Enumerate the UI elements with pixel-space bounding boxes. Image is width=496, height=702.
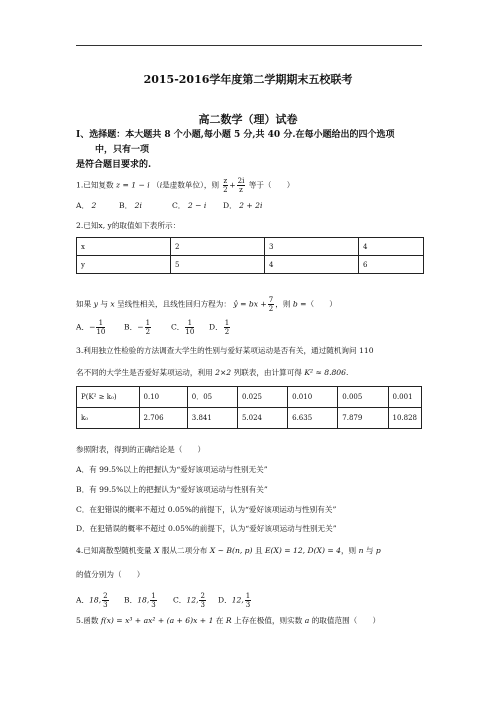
q3-option-c: C．在犯错误的概率不超过 0.05%的前提下，认为“爱好该项运动与性别有关” xyxy=(76,505,337,514)
table-cell: k₀ xyxy=(77,408,140,429)
q2-xy-table xyxy=(76,237,424,274)
table-cell: 3 xyxy=(265,238,359,256)
question-4-line1: 4.已知离散型随机变量 X 服从二项分布 X ~ B(n, p) 且 E(X) = 12, D(X) = 4，则 n 与 p xyxy=(76,546,381,555)
q1-option-c: C． 2 − i xyxy=(172,201,207,210)
q3-after-table: 参照附表，得到的正确结论是（ ） xyxy=(76,445,206,454)
table-cell: 5.024 xyxy=(237,408,287,429)
table-row xyxy=(77,408,422,429)
q1-text-b: （ xyxy=(152,180,160,190)
question-3-line1: 3.利用独立性检验的方法调查大学生的性别与爱好某项运动是否有关，通过随机询问 110 xyxy=(76,346,374,355)
table-cell: 0.10 xyxy=(139,387,187,408)
table-cell: 10.828 xyxy=(388,408,422,429)
section-heading-line2: 中，只有一项 xyxy=(95,145,150,155)
q2-option-d: D． $\frac{1}{2}$ xyxy=(209,319,230,336)
table-cell: 4 xyxy=(265,256,359,274)
q1-option-a: A． 2 xyxy=(76,201,97,210)
q4-option-c: C．12, $\frac{2}{3}$ xyxy=(173,592,205,609)
q1-z-half: $\frac{z}{2}$ xyxy=(223,177,228,194)
table-cell: 0.025 xyxy=(237,387,287,408)
table-cell: 0．05 xyxy=(187,387,237,408)
table-cell: 3.841 xyxy=(187,408,237,429)
q2-eq-fraction: $\frac{7}{2}$ xyxy=(268,296,274,313)
q1-option-d: D． 2 + 2i xyxy=(223,201,263,210)
q1-text-a: 1.已知复数 xyxy=(76,180,114,190)
q1-text-d: 等于（ ） xyxy=(248,180,295,190)
section-heading-line3: 是符合题目要求的. xyxy=(76,160,152,170)
table-cell: 7.879 xyxy=(338,408,388,429)
exam-title: 2015-2016学年度第二学期期末五校联考 xyxy=(143,73,353,86)
q1-z-expr: z = 1 − i xyxy=(116,180,150,190)
q1-frac-num: 2i xyxy=(237,177,245,185)
q2-option-b: B．− $\frac{1}{2}$ xyxy=(124,319,151,336)
table-row xyxy=(77,387,422,408)
q4-option-b: B．18, $\frac{1}{3}$ xyxy=(124,592,156,609)
question-4-line2: 的值分别为（ ） xyxy=(76,570,145,579)
q1-text-c: 是虚数单位），则 xyxy=(162,180,220,190)
q2-option-a: A．− $\frac{1}{10}$ xyxy=(76,319,106,336)
table-cell: 0.010 xyxy=(288,387,338,408)
table-cell: 6 xyxy=(359,256,424,274)
q3-option-d: D．在犯错误的概率不超过 0.05%的前提下，认为“爱好该项运动与性别无关” xyxy=(76,524,337,533)
q2-option-c: C． $\frac{1}{10}$ xyxy=(171,319,195,336)
table-cell: 4 xyxy=(359,238,424,256)
header-rule xyxy=(76,45,422,46)
q4-option-d: D．12, $\frac{1}{3}$ xyxy=(218,592,251,609)
table-cell: 6.635 xyxy=(288,408,338,429)
table-cell: y xyxy=(77,256,171,274)
q3-critical-value-table xyxy=(76,386,422,429)
table-row xyxy=(77,238,424,256)
q3-option-a: A．有 99.5%以上的把握认为“爱好该项运动与性别无关” xyxy=(76,465,268,474)
table-cell: 2 xyxy=(171,238,265,256)
table-cell: 0.005 xyxy=(338,387,388,408)
section-heading-line1: Ⅰ、选择题：本大题共 8 个小题,每小题 5 分,共 40 分.在每小题给出的四个选项 xyxy=(76,130,395,140)
q1-fraction xyxy=(237,177,246,194)
q1-frac-den: z xyxy=(239,186,243,194)
q4-option-a: A．18, $\frac{2}{3}$ xyxy=(76,592,108,609)
q1-i-var: i xyxy=(159,180,163,190)
question-3-line2: 名不同的大学生是否爱好某项运动，利用 2×2 列联表，由计算可得 K² ≈ 8.806. xyxy=(76,368,349,377)
q2-regression-line: 如果 y 与 x 呈线性相关，且线性回归方程为： ŷ = bx + $\frac{7}{2}$ ，则 b =（ ） xyxy=(76,296,337,313)
question-5-stem: 5.函数 f(x) = x³ + ax² + (a + 6)x + 1 在 R 上存在极值，则实数 a 的取值范围（ ） xyxy=(76,616,381,625)
q1-option-b: B． 2i xyxy=(119,201,142,210)
question-1-stem: 1.已知复数 z = 1 − i （i是虚数单位），则 $\frac{z}{2}$ + $\frac{2i}{z}$ 等于（ ） xyxy=(76,177,295,194)
table-cell: 2.706 xyxy=(139,408,187,429)
q3-option-b: B．有 99.5%以上的把握认为“爱好该项运动与性别有关” xyxy=(76,485,268,494)
table-cell: 5 xyxy=(171,256,265,274)
table-cell: 0.001 xyxy=(388,387,422,408)
question-2-stem: 2.已知x, y的取值如下表所示： xyxy=(76,221,181,230)
table-cell: P(K² ≥ k₀) xyxy=(77,387,140,408)
table-row xyxy=(77,256,424,274)
exam-subtitle: 高二数学（理）试卷 xyxy=(198,113,298,126)
table-cell: x xyxy=(77,238,171,256)
